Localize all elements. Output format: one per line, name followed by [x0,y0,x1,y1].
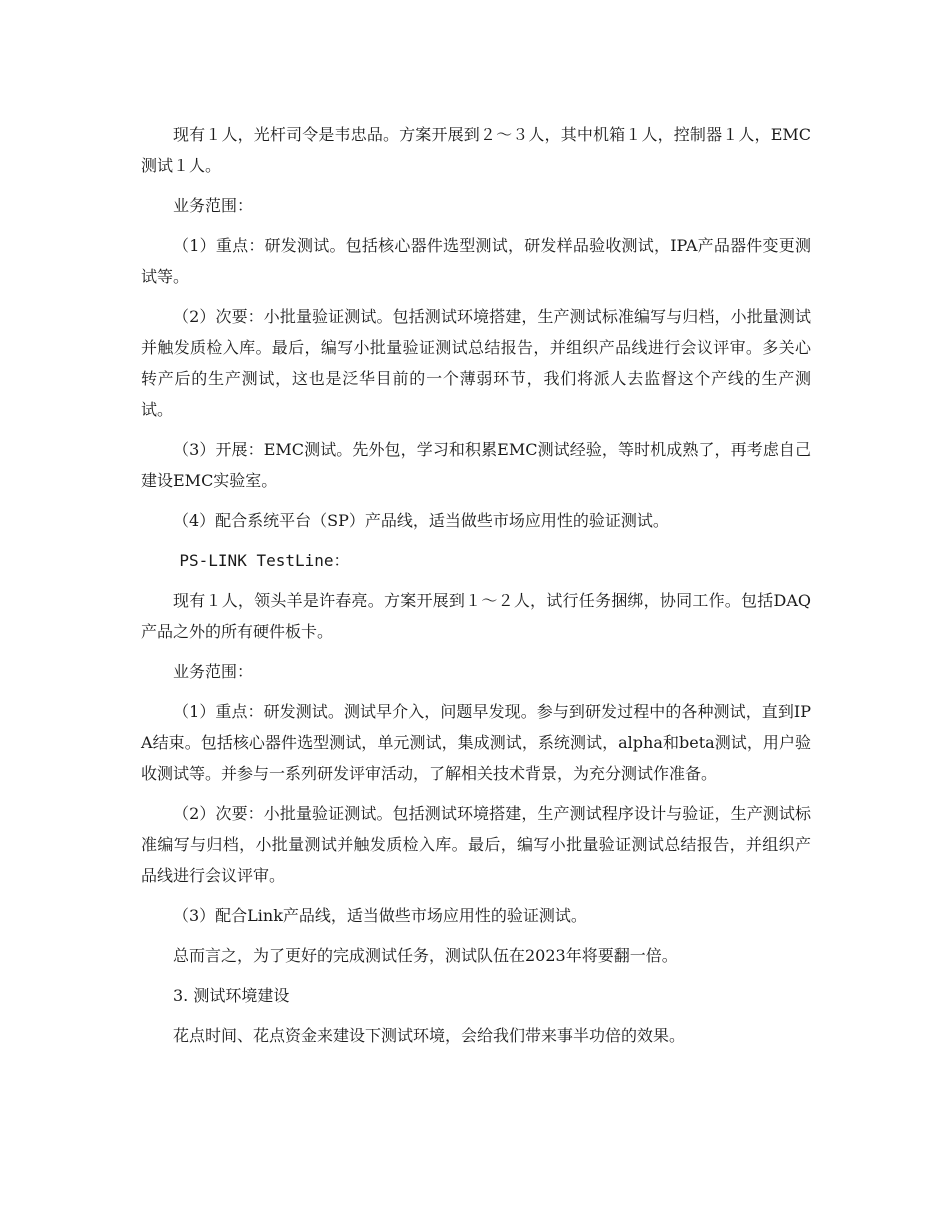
paragraph-scope-item-2: （2）次要：小批量验证测试。包括测试环境搭建，生产测试标准编写与归档，小批量测试并触发质检入库。最后，编写小批量验证测试总结报告，并组织产品线进行会议评审。多关心转产后的生产测试，这也是泛华目前的一个薄弱环节，我们将派人去监督这个产线的生产测试。 [141,307,811,419]
paragraph-chassis-staffing: 现有１人，光杆司令是韦忠品。方案开展到２～３人，其中机箱１人，控制器１人，EMC测试１人。 [141,125,811,175]
paragraph-scope-item-4: （4）配合系统平台（SP）产品线，适当做些市场应用性的验证测试。 [173,511,669,530]
paragraph-test-environment: 花点时间、花点资金来建设下测试环境，会给我们带来事半功倍的效果。 [173,1026,686,1045]
section-heading-test-environment: 3. 测试环境建设 [173,986,290,1005]
section-heading-ps-link: PS-LINK TestLine： [179,551,350,570]
paragraph-summary: 总而言之，为了更好的完成测试任务，测试队伍在2023年将要翻一倍。 [173,946,678,965]
paragraph-ps-link-item-1: （1）重点：研发测试。测试早介入，问题早发现。参与到研发过程中的各种测试，直到IPA结束。包括核心器件选型测试，单元测试，集成测试，系统测试，alpha和beta测试，用户验收测试等。并参与一系列研发评审活动，了解相关技术背景，为充分测试作准备。 [141,702,811,783]
paragraph-scope-item-1: （1）重点：研发测试。包括核心器件选型测试，研发样品验收测试，IPA产品器件变更测试等。 [141,236,811,286]
paragraph-business-scope-heading: 业务范围： [173,196,254,215]
paragraph-ps-link-item-3: （3）配合Link产品线，适当做些市场应用性的验证测试。 [173,906,587,925]
paragraph-ps-link-staffing: 现有１人，领头羊是许春亮。方案开展到１～２人，试行任务捆绑，协同工作。包括DAQ产品之外的所有硬件板卡。 [141,591,811,641]
document-body [141,119,811,1051]
paragraph-scope-item-3: （3）开展：EMC测试。先外包，学习和积累EMC测试经验，等时机成熟了，再考虑自己建设EMC实验室。 [141,440,811,490]
paragraph-business-scope-heading-2: 业务范围： [173,662,254,681]
paragraph-ps-link-item-2: （2）次要：小批量验证测试。包括测试环境搭建，生产测试程序设计与验证，生产测试标准编写与归档，小批量测试并触发质检入库。最后，编写小批量验证测试总结报告，并组织产品线进行会议评审。 [141,804,811,885]
